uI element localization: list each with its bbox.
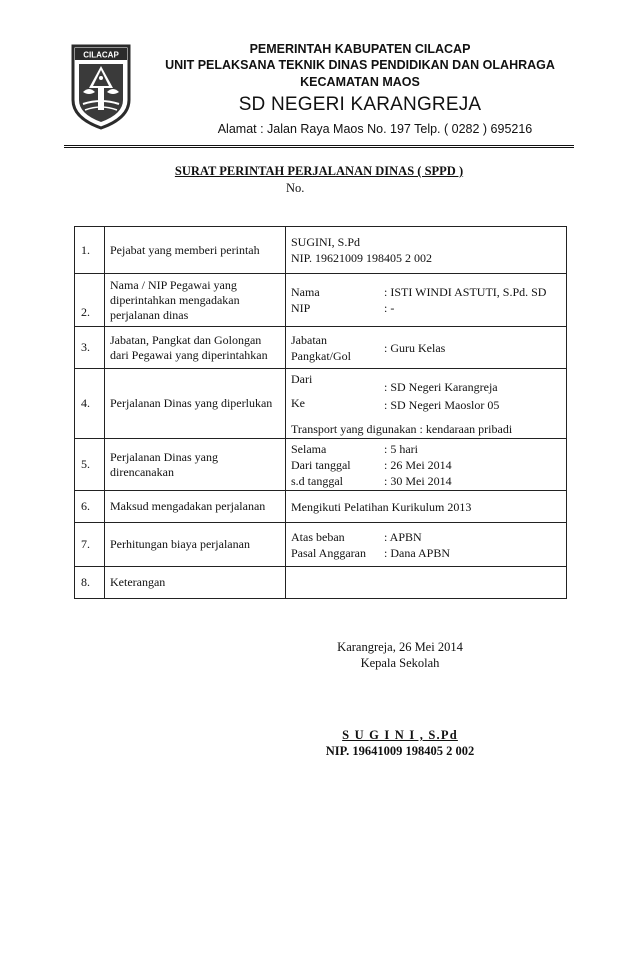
pair-value: : 26 Mei 2014 — [384, 457, 452, 472]
header-government: PEMERINTAH KABUPATEN CILACAP — [249, 42, 471, 56]
row-number: 8. — [75, 567, 105, 599]
pair-key: Atas beban — [291, 529, 345, 544]
pair-value: : - — [384, 301, 395, 315]
header-rule-thick — [64, 145, 574, 146]
pair-value: : 5 hari — [384, 441, 418, 456]
row-value — [286, 369, 567, 439]
row-value — [286, 227, 567, 274]
table-row — [75, 369, 567, 439]
sppd-table — [74, 226, 567, 599]
pair-value: : ISTI WINDI ASTUTI, S.Pd. SD — [384, 285, 547, 299]
row-value — [286, 439, 567, 491]
table-row — [75, 274, 567, 327]
row-label: Keterangan — [105, 567, 286, 599]
table-row — [75, 227, 567, 274]
signature-position: Kepala Sekolah — [360, 656, 440, 670]
row-value — [286, 523, 567, 567]
header-rule-thin — [64, 147, 574, 148]
row-value: Mengikuti Pelatihan Kurikulum 2013 — [286, 491, 567, 523]
position-value: : Guru Kelas — [384, 340, 446, 355]
pair-value: : APBN — [384, 529, 422, 544]
pair-value: : 30 Mei 2014 — [384, 473, 452, 488]
document-number-label: No. — [286, 181, 305, 195]
header-address: Alamat : Jalan Raya Maos No. 197 Telp. ( 0282 ) 695216 — [217, 122, 533, 136]
pair-value: : SD Negeri Karangreja — [384, 379, 498, 394]
logo-lettering: CILACAP — [83, 50, 119, 60]
header-school-name: SD NEGERI KARANGREJA — [238, 94, 482, 115]
pair-value: : SD Negeri Maoslor 05 — [384, 397, 500, 412]
position-key: Jabatan — [291, 332, 327, 347]
row-number: 1. — [75, 227, 105, 274]
end-date-pair — [291, 473, 566, 489]
row-value — [286, 274, 567, 327]
duration-pair — [291, 441, 566, 457]
table-row — [75, 567, 567, 599]
row-label: Nama / NIP Pegawai yang diperintahkan mengadakan perjalanan dinas — [105, 274, 286, 327]
pair-key: Pasal Anggaran — [291, 545, 366, 560]
row-value — [286, 327, 567, 369]
row-number: 6. — [75, 491, 105, 523]
row-label: Pejabat yang memberi perintah — [105, 227, 286, 274]
row-label: Perjalanan Dinas yang diperlukan — [105, 369, 286, 439]
budget-source-pair — [291, 529, 566, 545]
table-row — [75, 327, 567, 369]
document-title: SURAT PERINTAH PERJALANAN DINAS ( SPPD ) — [174, 164, 464, 178]
table-row — [75, 523, 567, 567]
pair-key: Nama — [291, 285, 320, 299]
pair-key: NIP — [291, 301, 311, 315]
pair-key: Dari tanggal — [291, 457, 351, 472]
issuer-nip: NIP. 19621009 198405 2 002 — [291, 251, 433, 265]
origin-pair — [291, 371, 566, 395]
row-number: 3. — [75, 327, 105, 369]
start-date-pair — [291, 457, 566, 473]
signature-name: S U G I N I , S.Pd — [342, 728, 458, 742]
signature-nip: NIP. 19641009 198405 2 002 — [325, 744, 475, 758]
pair-key: s.d tanggal — [291, 473, 343, 488]
row-label: Perjalanan Dinas yang direncanakan — [105, 439, 286, 491]
transport-note: Transport yang digunakan : kendaraan pribadi — [291, 421, 513, 436]
rank-key: Pangkat/Gol — [291, 348, 351, 363]
employee-nip-pair — [291, 300, 566, 316]
pair-key: Selama — [291, 441, 327, 456]
row-number: 2. — [75, 274, 105, 327]
budget-article-pair — [291, 545, 566, 561]
pair-value: : Dana APBN — [384, 545, 450, 560]
table-row — [75, 491, 567, 523]
table-row — [75, 439, 567, 491]
cilacap-regency-logo — [69, 44, 133, 130]
row-number: 5. — [75, 439, 105, 491]
employee-name-pair — [291, 284, 566, 300]
row-number: 4. — [75, 369, 105, 439]
signature-place-date: Karangreja, 26 Mei 2014 — [337, 640, 463, 654]
destination-pair — [291, 395, 566, 413]
row-label: Jabatan, Pangkat dan Golongan dari Pegawai yang diperintahkan — [105, 327, 286, 369]
row-number: 7. — [75, 523, 105, 567]
pair-key: Dari — [291, 371, 313, 386]
row-label: Perhitungan biaya perjalanan — [105, 523, 286, 567]
pair-key: Ke — [291, 395, 305, 410]
row-value — [286, 567, 567, 599]
header-district: KECAMATAN MAOS — [300, 75, 420, 89]
header-unit: UNIT PELAKSANA TEKNIK DINAS PENDIDIKAN DAN OLAHRAGA — [165, 58, 555, 72]
issuer-name: SUGINI, S.Pd — [291, 235, 361, 249]
row-label: Maksud mengadakan perjalanan — [105, 491, 286, 523]
